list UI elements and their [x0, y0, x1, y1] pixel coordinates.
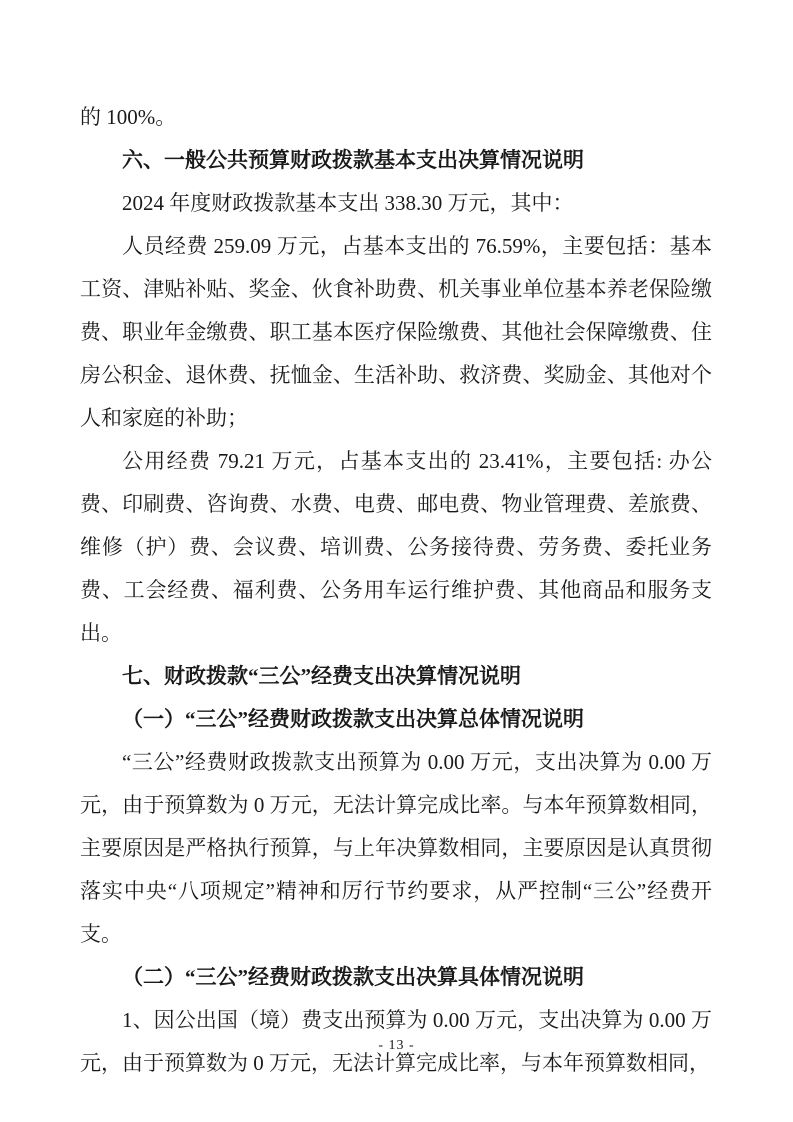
paragraph-public-expenses: 公用经费 79.21 万元，占基本支出的 23.41%，主要包括: 办公费、印刷费、咨询费、水费、电费、邮电费、物业管理费、差旅费、维修（护）费、会议费、培训费、公务接待费、劳务费、委托业务费、工会经费、福利费、公务用车运行维护费、其他商品和服务支出。: [80, 449, 712, 645]
paragraph-continuation: 的 100%。: [80, 105, 177, 129]
heading-subsection-2-details: （二）“三公”经费财政拨款支出决算具体情况说明: [122, 965, 584, 989]
paragraph-three-public-overall: “三公”经费财政拨款支出预算为 0.00 万元，支出决算为 0.00 万元，由于预算数为 0 万元，无法计算完成比率。与本年预算数相同，主要原因是严格执行预算，与上年决算数相同，主要原因是认真贯彻落实中央“八项规定”精神和厉行节约要求，从严控制“三公”经费开支。: [80, 750, 712, 946]
paragraph-personnel-expenses: 人员经费 259.09 万元，占基本支出的 76.59%，主要包括：基本工资、津贴补贴、奖金、伙食补助费、机关事业单位基本养老保险缴费、职业年金缴费、职工基本医疗保险缴费、其他社会保障缴费、住房公积金、退休费、抚恤金、生活补助、救济费、奖励金、其他对个人和家庭的补助；: [80, 234, 712, 430]
heading-subsection-1-overall: （一）“三公”经费财政拨款支出决算总体情况说明: [122, 707, 584, 731]
paragraph-overseas-trip-expenses: 1、因公出国（境）费支出预算为 0.00 万元，支出决算为 0.00 万元，由于预算数为 0 万元，无法计算完成比率，与本年预算数相同，: [80, 1008, 712, 1075]
heading-section-7-three-public-funds: 七、财政拨款“三公”经费支出决算情况说明: [122, 664, 521, 688]
paragraph-basic-expenditure-total: 2024 年度财政拨款基本支出 338.30 万元，其中：: [122, 191, 574, 215]
document-body: [80, 96, 712, 1085]
heading-section-6-basic-expenditure: 六、一般公共预算财政拨款基本支出决算情况说明: [122, 148, 584, 172]
page-number: - 13 -: [378, 1038, 415, 1053]
